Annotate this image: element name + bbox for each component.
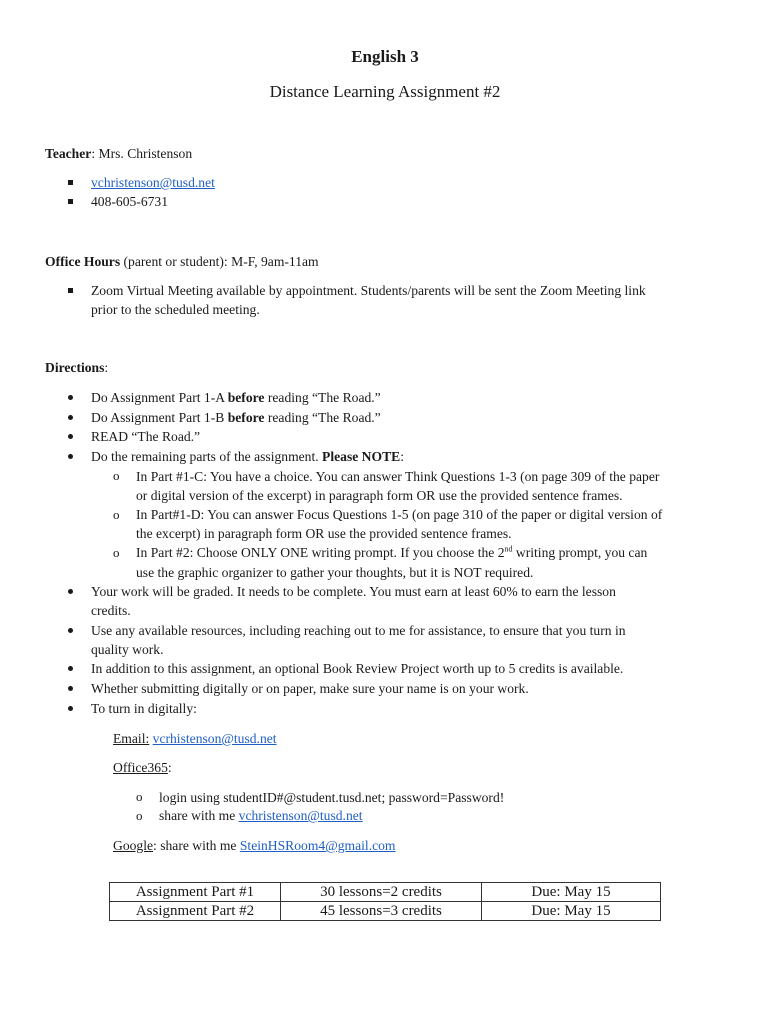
text: reading “The Road.” bbox=[264, 410, 381, 425]
directions-label: Directions bbox=[45, 360, 105, 375]
direction-item-1 bbox=[91, 388, 381, 407]
table-cell-lessons: 30 lessons=2 credits bbox=[281, 883, 482, 902]
sub-item-1-line2: or digital version of the excerpt) in paragraph form OR use the provided sentence frames. bbox=[136, 488, 623, 503]
direction-item-4 bbox=[91, 447, 404, 466]
text: : share with me bbox=[153, 838, 240, 853]
sub-item-2-line2: the excerpt) in paragraph form OR use the provided sentence frames. bbox=[136, 526, 512, 541]
table-cell-lessons: 45 lessons=3 credits bbox=[281, 902, 482, 921]
direction-item-6-line2: quality work. bbox=[91, 642, 164, 657]
office-hours-line bbox=[45, 252, 319, 271]
bullet-icon bbox=[68, 666, 73, 671]
sub-item-3-line1 bbox=[136, 543, 647, 562]
office365-step-1: login using studentID#@student.tusd.net; password=Password! bbox=[159, 790, 505, 805]
table-cell-part: Assignment Part #2 bbox=[110, 902, 281, 921]
emphasis: Please NOTE bbox=[322, 449, 401, 464]
direction-item-6-line1: Use any available resources, including reaching out to me for assistance, to ensure that you turn in bbox=[91, 623, 626, 638]
google-share-email-link[interactable]: SteinHSRoom4@gmail.com bbox=[239, 838, 396, 853]
table-row bbox=[110, 902, 661, 921]
text: share with me bbox=[159, 808, 239, 823]
circle-bullet-icon: o bbox=[113, 507, 120, 522]
bullet-icon bbox=[68, 686, 73, 691]
direction-item-5-line1: Your work will be graded. It needs to be complete. You must earn at least 60% to earn the lesson bbox=[91, 584, 616, 599]
direction-item-2 bbox=[91, 408, 381, 427]
text: : bbox=[400, 449, 404, 464]
bullet-icon bbox=[68, 395, 73, 400]
office365-heading bbox=[113, 758, 172, 777]
text: Do Assignment Part 1-B bbox=[91, 410, 228, 425]
square-bullet-icon bbox=[68, 288, 73, 293]
zoom-note-line1: Zoom Virtual Meeting available by appointment. Students/parents will be sent the Zoom Meeting link bbox=[91, 283, 646, 298]
directions-heading bbox=[45, 358, 108, 377]
teacher-label: Teacher bbox=[45, 146, 92, 161]
zoom-note-line2: prior to the scheduled meeting. bbox=[91, 302, 260, 317]
google-label: Google bbox=[113, 838, 154, 853]
table-cell-part: Assignment Part #1 bbox=[110, 883, 281, 902]
bullet-icon bbox=[68, 415, 73, 420]
sub-item-1-line1: In Part #1-C: You have a choice. You can answer Think Questions 1-3 (on page 309 of the paper bbox=[136, 469, 660, 484]
text: writing prompt, you can bbox=[512, 545, 648, 560]
bullet-icon bbox=[68, 454, 73, 459]
bullet-icon bbox=[68, 589, 73, 594]
text: In Part #2: Choose ONLY ONE writing prompt. If you choose the 2 bbox=[136, 545, 505, 560]
bullet-icon bbox=[68, 628, 73, 633]
google-submit-line bbox=[113, 836, 396, 855]
direction-item-3: READ “The Road.” bbox=[91, 429, 201, 444]
course-title: English 3 bbox=[351, 47, 419, 66]
teacher-line bbox=[45, 144, 192, 163]
text: Do Assignment Part 1-A bbox=[91, 390, 228, 405]
square-bullet-icon bbox=[68, 180, 73, 185]
email-submit-line bbox=[113, 729, 277, 748]
teacher-name: : Mrs. Christenson bbox=[91, 146, 193, 161]
circle-bullet-icon: o bbox=[113, 545, 120, 560]
office365-colon: : bbox=[167, 760, 172, 775]
table-cell-due: Due: May 15 bbox=[482, 883, 661, 902]
table-row bbox=[110, 883, 661, 902]
office365-label: Office365 bbox=[113, 760, 168, 775]
office365-share-email-link[interactable]: vchristenson@tusd.net bbox=[238, 808, 363, 823]
office-hours-value: (parent or student): M-F, 9am-11am bbox=[120, 254, 319, 269]
circle-bullet-icon: o bbox=[136, 808, 143, 823]
office365-step-2 bbox=[159, 806, 363, 825]
teacher-phone: 408-605-6731 bbox=[91, 194, 169, 209]
office-hours-label: Office Hours bbox=[45, 254, 121, 269]
directions-colon: : bbox=[104, 360, 109, 375]
email-label: Email: bbox=[113, 731, 150, 746]
submit-email-link[interactable]: vcrhistenson@tusd.net bbox=[152, 731, 277, 746]
emphasis: before bbox=[227, 390, 265, 405]
text: reading “The Road.” bbox=[264, 390, 381, 405]
bullet-icon bbox=[68, 434, 73, 439]
table-cell-due: Due: May 15 bbox=[482, 902, 661, 921]
direction-item-9: To turn in digitally: bbox=[91, 701, 197, 716]
assignment-title: Distance Learning Assignment #2 bbox=[269, 82, 501, 101]
sub-item-2-line1: In Part#1-D: You can answer Focus Questions 1-5 (on page 310 of the paper or digital version of bbox=[136, 507, 663, 522]
text: Do the remaining parts of the assignment. bbox=[91, 449, 323, 464]
circle-bullet-icon: o bbox=[136, 789, 143, 804]
ordinal-suffix: nd bbox=[504, 544, 513, 554]
direction-item-5-line2: credits. bbox=[91, 603, 131, 618]
sub-item-3-line2: use the graphic organizer to gather your thoughts, but it is NOT required. bbox=[136, 565, 534, 580]
emphasis: before bbox=[227, 410, 265, 425]
circle-bullet-icon: o bbox=[113, 468, 120, 483]
bullet-icon bbox=[68, 706, 73, 711]
direction-item-7: In addition to this assignment, an optional Book Review Project worth up to 5 credits is available. bbox=[91, 661, 624, 676]
assignment-table bbox=[109, 882, 661, 921]
teacher-email-link[interactable]: vchristenson@tusd.net bbox=[91, 175, 215, 190]
square-bullet-icon bbox=[68, 199, 73, 204]
direction-item-8: Whether submitting digitally or on paper, make sure your name is on your work. bbox=[91, 681, 529, 696]
